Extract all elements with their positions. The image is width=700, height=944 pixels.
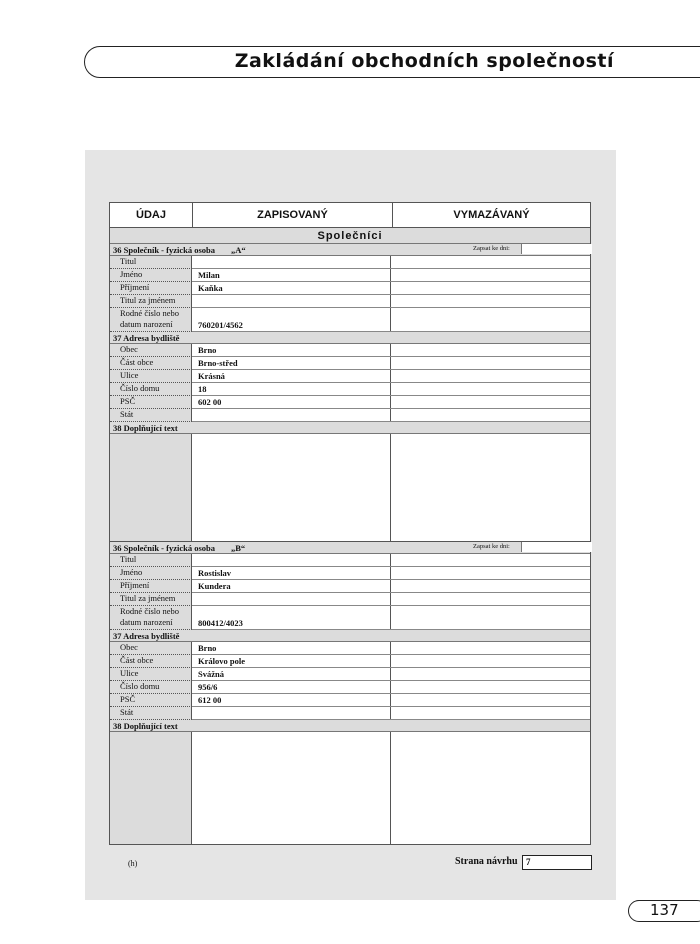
cislo-domu-vymaz-field[interactable] xyxy=(391,681,590,693)
row-stat xyxy=(110,707,590,720)
field-label: Číslo domu xyxy=(110,681,192,694)
section-adresa xyxy=(110,332,590,344)
field-label: Titul za jménem xyxy=(110,593,192,606)
psc-vymaz-field[interactable] xyxy=(391,396,590,408)
field-label: Stát xyxy=(110,707,192,720)
titul-field[interactable] xyxy=(192,256,391,268)
psc-field[interactable]: 602 00 xyxy=(192,396,391,408)
obec-field[interactable]: Brno xyxy=(192,344,391,356)
titul-za-field[interactable] xyxy=(192,295,391,307)
row-cislo-domu xyxy=(110,383,590,396)
col-zapisovany-header: ZAPISOVANÝ xyxy=(193,203,393,227)
section-title: 36 Společník - fyzická osoba xyxy=(113,244,216,255)
zapsat-ke-dni-label: Zapsat ke dni: xyxy=(473,543,510,550)
field-label: Číslo domu xyxy=(110,383,192,396)
field-label: Ulice xyxy=(110,370,192,383)
field-label: Jméno xyxy=(110,567,192,580)
section-title: 38 Doplňující text xyxy=(113,720,178,731)
partner-letter: „B“ xyxy=(231,542,246,553)
section-adresa xyxy=(110,630,590,642)
field-label: Titul xyxy=(110,256,192,269)
ulice-field[interactable]: Krásná xyxy=(192,370,391,382)
cast-obce-vymaz-field[interactable] xyxy=(391,655,590,667)
jmeno-field[interactable]: Milan xyxy=(192,269,391,281)
field-label: Stát xyxy=(110,409,192,422)
obec-vymaz-field[interactable] xyxy=(391,642,590,654)
field-label: Rodné číslo nebo datum narození xyxy=(110,308,192,332)
row-psc xyxy=(110,396,590,409)
section-title: 37 Adresa bydliště xyxy=(113,332,180,343)
ulice-vymaz-field[interactable] xyxy=(391,668,590,680)
strana-navrhu-label: Strana návrhu xyxy=(455,856,518,867)
doplnujici-text-block xyxy=(110,732,590,844)
doplnujici-text-block xyxy=(110,434,590,546)
row-ulice xyxy=(110,668,590,681)
doplnujici-text-field[interactable] xyxy=(192,732,391,844)
ulice-vymaz-field[interactable] xyxy=(391,370,590,382)
col-vymazavany-header: VYMAZÁVANÝ xyxy=(453,209,530,221)
doplnujici-vymaz-field[interactable] xyxy=(391,434,590,546)
doplnujici-vymaz-field[interactable] xyxy=(391,732,590,844)
rodne-cislo-field[interactable]: 760201/4562 xyxy=(192,308,391,331)
field-label: PSČ xyxy=(110,396,192,409)
field-label: Rodné číslo nebo datum narození xyxy=(110,606,192,630)
cislo-domu-vymaz-field[interactable] xyxy=(391,383,590,395)
prijmeni-field[interactable]: Kaňka xyxy=(192,282,391,294)
doplnujici-text-field[interactable] xyxy=(192,434,391,546)
row-psc xyxy=(110,694,590,707)
section-doplnujici xyxy=(110,720,590,732)
field-label: Příjmení xyxy=(110,580,192,593)
row-jmeno xyxy=(110,269,590,282)
stat-vymaz-field[interactable] xyxy=(391,409,590,421)
page-number: 137 xyxy=(650,901,679,919)
cast-obce-vymaz-field[interactable] xyxy=(391,357,590,369)
field-label: Ulice xyxy=(110,668,192,681)
stat-vymaz-field[interactable] xyxy=(391,707,590,719)
cast-obce-field[interactable]: Brno-střed xyxy=(192,357,391,369)
zapsat-ke-dni-field[interactable] xyxy=(521,542,592,552)
strana-navrhu-field[interactable]: 7 xyxy=(522,855,592,870)
jmeno-vymaz-field[interactable] xyxy=(391,567,590,579)
psc-field[interactable]: 612 00 xyxy=(192,694,391,706)
obec-vymaz-field[interactable] xyxy=(391,344,590,356)
col-udaj-header: ÚDAJ xyxy=(110,203,193,227)
page-title: Zakládání obchodních společností xyxy=(234,50,614,72)
zapsat-ke-dni-label: Zapsat ke dni: xyxy=(473,245,510,252)
section-partner-a xyxy=(110,244,590,256)
field-label: Obec xyxy=(110,642,192,655)
prijmeni-field[interactable]: Kundera xyxy=(192,580,391,592)
psc-vymaz-field[interactable] xyxy=(391,694,590,706)
prijmeni-vymaz-field[interactable] xyxy=(391,580,590,592)
section-partner-b xyxy=(110,542,590,554)
field-label: PSČ xyxy=(110,694,192,707)
row-titul-za xyxy=(110,593,590,606)
cislo-domu-field[interactable]: 18 xyxy=(192,383,391,395)
titul-vymaz-field[interactable] xyxy=(391,554,590,566)
ulice-field[interactable]: Svážná xyxy=(192,668,391,680)
titul-za-vymaz-field[interactable] xyxy=(391,295,590,307)
footer-mark: (h) xyxy=(128,859,138,868)
row-rodne-cislo xyxy=(110,606,590,630)
form-partner-b xyxy=(109,541,591,845)
section-title: 37 Adresa bydliště xyxy=(113,630,180,641)
row-prijmeni xyxy=(110,580,590,593)
titul-field[interactable] xyxy=(192,554,391,566)
field-label: Jméno xyxy=(110,269,192,282)
column-header-row xyxy=(110,203,590,228)
row-cast-obce xyxy=(110,655,590,668)
rodne-cislo-vymaz-field[interactable] xyxy=(391,606,590,629)
stat-field[interactable] xyxy=(192,707,391,719)
titul-za-vymaz-field[interactable] xyxy=(391,593,590,605)
row-cast-obce xyxy=(110,357,590,370)
obec-field[interactable]: Brno xyxy=(192,642,391,654)
rodne-cislo-field[interactable]: 800412/4023 xyxy=(192,606,391,629)
row-rodne-cislo xyxy=(110,308,590,332)
doplnujici-label-cell xyxy=(110,732,192,844)
partner-letter: „A“ xyxy=(231,244,246,255)
row-prijmeni xyxy=(110,282,590,295)
row-obec xyxy=(110,344,590,357)
row-titul-za xyxy=(110,295,590,308)
rodne-cislo-vymaz-field[interactable] xyxy=(391,308,590,331)
section-title: 36 Společník - fyzická osoba xyxy=(113,542,216,553)
field-label: Část obce xyxy=(110,655,192,668)
section-title: 38 Doplňující text xyxy=(113,422,178,433)
row-obec xyxy=(110,642,590,655)
field-label: Titul xyxy=(110,554,192,567)
field-label: Část obce xyxy=(110,357,192,370)
field-label: Příjmení xyxy=(110,282,192,295)
row-ulice xyxy=(110,370,590,383)
row-stat xyxy=(110,409,590,422)
row-titul xyxy=(110,256,590,269)
jmeno-field[interactable]: Rostislav xyxy=(192,567,391,579)
field-label: Titul za jménem xyxy=(110,295,192,308)
titul-vymaz-field[interactable] xyxy=(391,256,590,268)
doplnujici-label-cell xyxy=(110,434,192,546)
zapsat-ke-dni-field[interactable] xyxy=(521,244,592,254)
field-label: Obec xyxy=(110,344,192,357)
row-jmeno xyxy=(110,567,590,580)
stat-field[interactable] xyxy=(192,409,391,421)
form-partner-a xyxy=(109,202,591,547)
jmeno-vymaz-field[interactable] xyxy=(391,269,590,281)
prijmeni-vymaz-field[interactable] xyxy=(391,282,590,294)
cast-obce-field[interactable]: Královo pole xyxy=(192,655,391,667)
titul-za-field[interactable] xyxy=(192,593,391,605)
cislo-domu-field[interactable]: 956/6 xyxy=(192,681,391,693)
band-spolecnici: Společníci xyxy=(110,228,590,244)
section-doplnujici xyxy=(110,422,590,434)
row-cislo-domu xyxy=(110,681,590,694)
row-titul xyxy=(110,554,590,567)
